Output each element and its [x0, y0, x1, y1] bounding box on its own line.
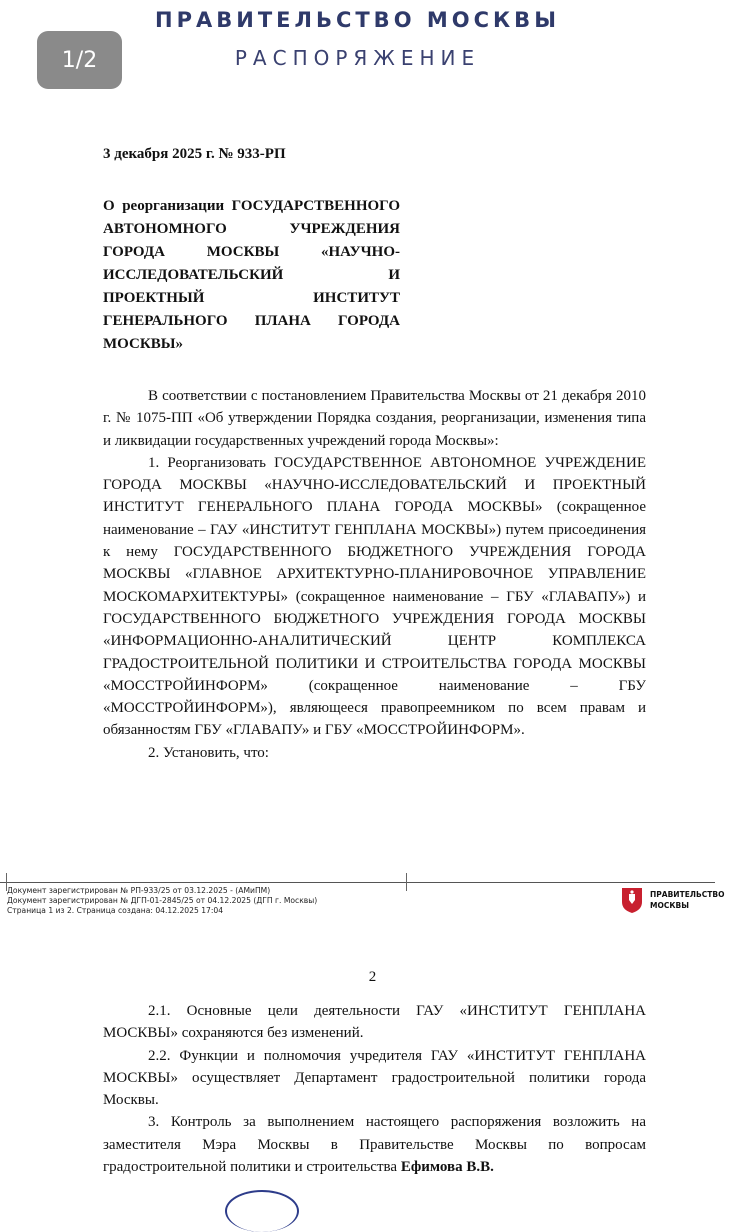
logo-text-line: МОСКВЫ: [650, 901, 689, 910]
registration-line: Документ зарегистрирован № ДГП-01-2845/25 от 04.12.2025 (ДГП г. Москвы): [7, 896, 318, 905]
preamble-paragraph: В соответствии с постановлением Правительства Москвы от 21 декабря 2010 г. № 1075-ПП «Об утверждении Порядка создания, реорганизации, изменения типа и ликвидации государственных учреждений города Москвы»:: [103, 388, 646, 449]
clause-2-paragraph: 2. Установить, что:: [148, 744, 269, 761]
government-title: ПРАВИТЕЛЬСТВО МОСКВЫ: [155, 8, 560, 32]
page-number: 2: [368, 969, 377, 985]
document-type-heading: РАСПОРЯЖЕНИЕ: [234, 46, 481, 70]
subject-main: ГОСУДАРСТВЕННОГО АВТОНОМНОГО УЧРЕЖДЕНИЯ ГОРОДА МОСКВЫ «НАУЧНО-ИССЛЕДОВАТЕЛЬСКИЙ И ПРОЕКТНЫЙ ИНСТИТУТ ГЕНЕРАЛЬНОГО ПЛАНА ГОРОДА МОСКВЫ»: [103, 198, 400, 352]
page-break-tick: [406, 873, 407, 891]
clause-3-text: 3. Контроль за выполнением настоящего распоряжения возложить на заместителя Мэра Москвы в Правительстве Москвы по вопросам градостроительной политики и строительства: [103, 1114, 646, 1176]
moscow-emblem-icon: [620, 886, 644, 914]
logo-text-line: ПРАВИТЕЛЬСТВО: [650, 890, 725, 899]
registration-line: Документ зарегистрирован № РП-933/25 от 03.12.2025 - (АМиПМ): [7, 886, 271, 895]
clause-2-2-paragraph: 2.2. Функции и полномочия учредителя ГАУ «ИНСТИТУТ ГЕНПЛАНА МОСКВЫ» осуществляет Департамент градостроительной политики города Москвы.: [103, 1047, 646, 1109]
document-date-number: 3 декабря 2025 г. № 933-РП: [103, 146, 286, 162]
clause-1-paragraph: 1. Реорганизовать ГОСУДАРСТВЕННОЕ АВТОНОМНОЕ УЧРЕЖДЕНИЕ ГОРОДА МОСКВЫ «НАУЧНО-ИССЛЕДОВАТЕЛЬСКИЙ И ПРОЕКТНЫЙ ИНСТИТУТ ГЕНЕРАЛЬНОГО ПЛАНА ГОРОДА МОСКВЫ» (сокращенное наименование – ГАУ «ИНСТИТУТ ГЕНПЛАНА МОСКВЫ») путем присоединения к нему ГОСУДАРСТВЕННОГО БЮДЖЕТНОГО УЧРЕЖДЕНИЯ ГОРОДА МОСКВЫ «ГЛАВНОЕ АРХИТЕКТУРНО-ПЛАНИРОВОЧНОЕ УПРАВЛЕНИЕ МОСКОМАРХИТЕКТУРЫ» (сокращенное наименование – ГБУ «ГЛАВАПУ») и ГОСУДАРСТВЕННОГО БЮДЖЕТНОГО УЧРЕЖДЕНИЯ ГОРОДА МОСКВЫ «ИНФОРМАЦИОННО-АНАЛИТИЧЕСКИЙ ЦЕНТР КОМПЛЕКСА ГРАДОСТРОИТЕЛЬНОЙ ПОЛИТИКИ И СТРОИТЕЛЬСТВА ГОРОДА МОСКВЫ «МОССТРОЙИНФОРМ» (сокращенное наименование – ГБУ «МОССТРОЙИНФОРМ»), являющееся правопреемником по всем правам и обязанностям ГБУ «ГЛАВАПУ» и ГБУ «МОССТРОЙИНФОРМ».: [103, 454, 646, 739]
page-break-line: [0, 882, 715, 883]
subject-prefix: О реорганизации: [103, 198, 225, 214]
registration-footer: [7, 886, 317, 916]
clause-2-1-paragraph: 2.1. Основные цели деятельности ГАУ «ИНСТИТУТ ГЕНПЛАНА МОСКВЫ» сохраняются без изменений.: [103, 1003, 646, 1042]
government-logo-text: [650, 889, 724, 911]
page-2-body: [103, 1000, 646, 1178]
document-body: [103, 385, 646, 764]
document-subject: [103, 195, 400, 356]
page-info-line: Страница 1 из 2. Страница создана: 04.12.2025 17:04: [7, 906, 224, 915]
clause-3-paragraph: [103, 1111, 646, 1178]
responsible-person-name: Ефимова В.В.: [400, 1159, 494, 1176]
page-indicator-badge[interactable]: 1/2: [37, 31, 122, 89]
official-seal: [225, 1190, 299, 1232]
